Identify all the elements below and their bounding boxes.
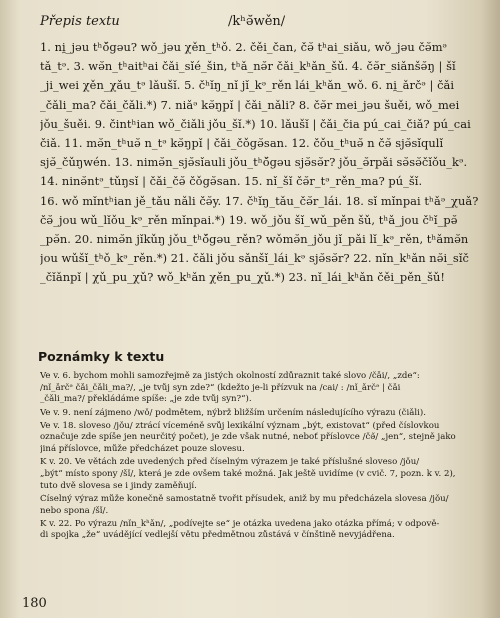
note-line: K v. 20. Ve větách zde uvedených před číselným výrazem je také příslušné sloveso /jǒu/ — [40, 457, 420, 468]
note-line: di spojka „že“ uvádějící vedlejší větu předmětnou zůstává v čínštině nevyjádřena. — [40, 530, 395, 541]
notes-heading: Poznámky k textu — [38, 349, 165, 364]
note-line: nebo spona /šǐ/. — [40, 505, 109, 516]
text-line: tǎ_tᵊ. 3. wǝ̆n_tʰaitʰai čǎi_sǐé_šin, tʰǎ_nǝ̆r čǎi_kʰǎn_šǔ. 4. čǝ̆r_siǎnšǝ̆ŋ | šǐ — [40, 59, 456, 74]
text-line: _pǝ̆n. 20. nimǝ̆n jǐkǔŋ jǒu_tʰǒ̆gǝu_rěn? wǒmǝ̆n_jǒu jǐ_pǎi lǐ_kᵊ_rěn, tʰǎmǝ̆n — [40, 231, 469, 246]
note-line: Ve v. 9. není zájmeno /wǒ/ podmětem, nýbrž bližším určením následujícího výrazu (čiǎli). — [40, 407, 426, 418]
text-line: _ji_wei χěn_χǎu_tᵊ lǎušǐ. 5. čʰǐŋ_nǐ jǐ_kᵊ_rěn lái_kʰǎn_wǒ. 6. ni̯_ǎrčᵊ | čǎi — [40, 78, 455, 93]
text-line: 14. ninǝ̆ntᵊ_tǔŋsǐ | čǎi_čǝ̆ čǒgǝ̆san. 15. nǐ_šǐ čǝ̆r_tᵊ_rěn_ma? pú_šǐ. — [40, 174, 423, 189]
text-line: 1. ni̯_jǝu tʰǒ̆gǝu? wǒ_jǝu χěn_tʰǒ. 2. čěi_čan, čǝ̆ tʰai_siǎu, wǒ_jǝu čǝ̆mᵊ — [40, 40, 448, 54]
note-line: Číselný výraz může konečně samostatně tvořit přísudek, aniž by mu předcházela slovesa /jǒu/ — [40, 493, 449, 504]
text-line: sjǝ̆_čǔŋwén. 13. nimǝ̆n_sjǝ̆sǐauli jǒu_tʰǒ̆gǝu sjǝ̆sǝ̆r? jǒu_ǝ̆rpǎi sǝ̆sǝ̆čǐǒu_kᵊ. — [40, 155, 468, 170]
text-line: _čǎli_ma? čǎi_čǎli.*) 7. niǎᵊ kǝ̆ŋpǐ | čǎi_nǎli? 8. čǝ̆r mei_jǝu šuěi, wǒ_mei — [40, 97, 460, 112]
text-line: čǝ̆_jou wǔ_lǐǒu_kᵊ_rěn mǐnpai.*) 19. wǒ_jǒu šǐ_wǔ_pěn šǔ, tʰǎ_jou čʰǐ_pǝ̆ — [40, 212, 458, 227]
notes-text — [40, 371, 480, 542]
note-line: Ve v. 6. bychom mohli samozřejmě za jistých okolností zdůraznit také slovo /čǎi/, „zde“: — [40, 371, 420, 381]
note-line: označuje zde spíše jen neurčitý počet), je zde však nutné, neboť příslovce /čǝ̆/ „jen“, stejně jako — [40, 432, 456, 443]
note-line: /nǐ_ǎrčᵊ čǎi_čǎli_ma?/, „je tvůj syn zde?“ (kdežto je-li přízvuk na /cai/ : /nǐ_ǎrčᵊ | čǎi — [40, 382, 401, 393]
note-line: K v. 22. Po výrazu /nǐn_kʰǎn/, „podívejte se“ je otázka uvedena jako otázka přímá; v odpově- — [40, 518, 440, 529]
note-line: tuto dvě slovesa se i jindy zaměňují. — [40, 480, 197, 491]
text-line: _čǐǎnpǐ | χǔ_pu_χǔ? wǒ_kʰǎn χěn_pu_χǔ.*) 23. nǐ_lái_kʰǎn čěi_pěn_šǔ! — [40, 270, 446, 285]
note-line: _čǎli_ma?/ překládáme spíše: „je zde tvůj syn?“). — [40, 394, 252, 405]
section-title: Přepis textu — [40, 14, 120, 29]
text-line: jou wǔšǐ_tʰǒ_kᵊ_rěn.*) 21. čǎli jǒu sǎnšǐ_lái_kᵊ sjǝ̆sǝ̆r? 22. nǐn_kʰǎn nǝ̆i_sǐč — [40, 251, 469, 266]
transcription-text — [40, 38, 480, 287]
note-line: „být“ místo spony /šǐ/, která je zde ovšem také možná. Jak ještě uvidíme (v cvič. 7, pozn. k v. 2), — [40, 469, 456, 479]
note-line: jiná příslovce, může předcházet pouze slovesu. — [40, 444, 245, 455]
header-phonetic: /kʰǝ̆wěn/ — [228, 14, 286, 29]
text-line: čiǎ. 11. mǝ̆n_tʰuǝ̆ n_tᵊ kǝ̆ŋpǐ | čǎi_čǒgǝ̆san. 12. čǒu_tʰuǝ̆ n čǝ̆ sjǝ̆sǐqulǐ — [40, 135, 444, 150]
note-line: Ve v. 18. sloveso /jǒu/ ztrácí víceméně svůj lexikální význam „být, existovat“ (před číslovkou — [40, 420, 440, 431]
page-header — [28, 14, 468, 34]
text-line: jǒu_šuěi. 9. čintʰian wǒ_čiǎli jǒu_šǐ.*) 10. lǎušǐ | čǎi_čia pú_cai_čiǎ? pú_cai — [40, 116, 471, 131]
page-number: 180 — [22, 596, 47, 611]
text-line: 16. wǒ mǐntʰian jě_tǎu nǎli čǝ̆y. 17. čʰǐŋ_tǎu_čǝ̆r_lái. 18. sǐ mǐnpai tʰǎᵊ_χuǎ? — [40, 193, 479, 208]
